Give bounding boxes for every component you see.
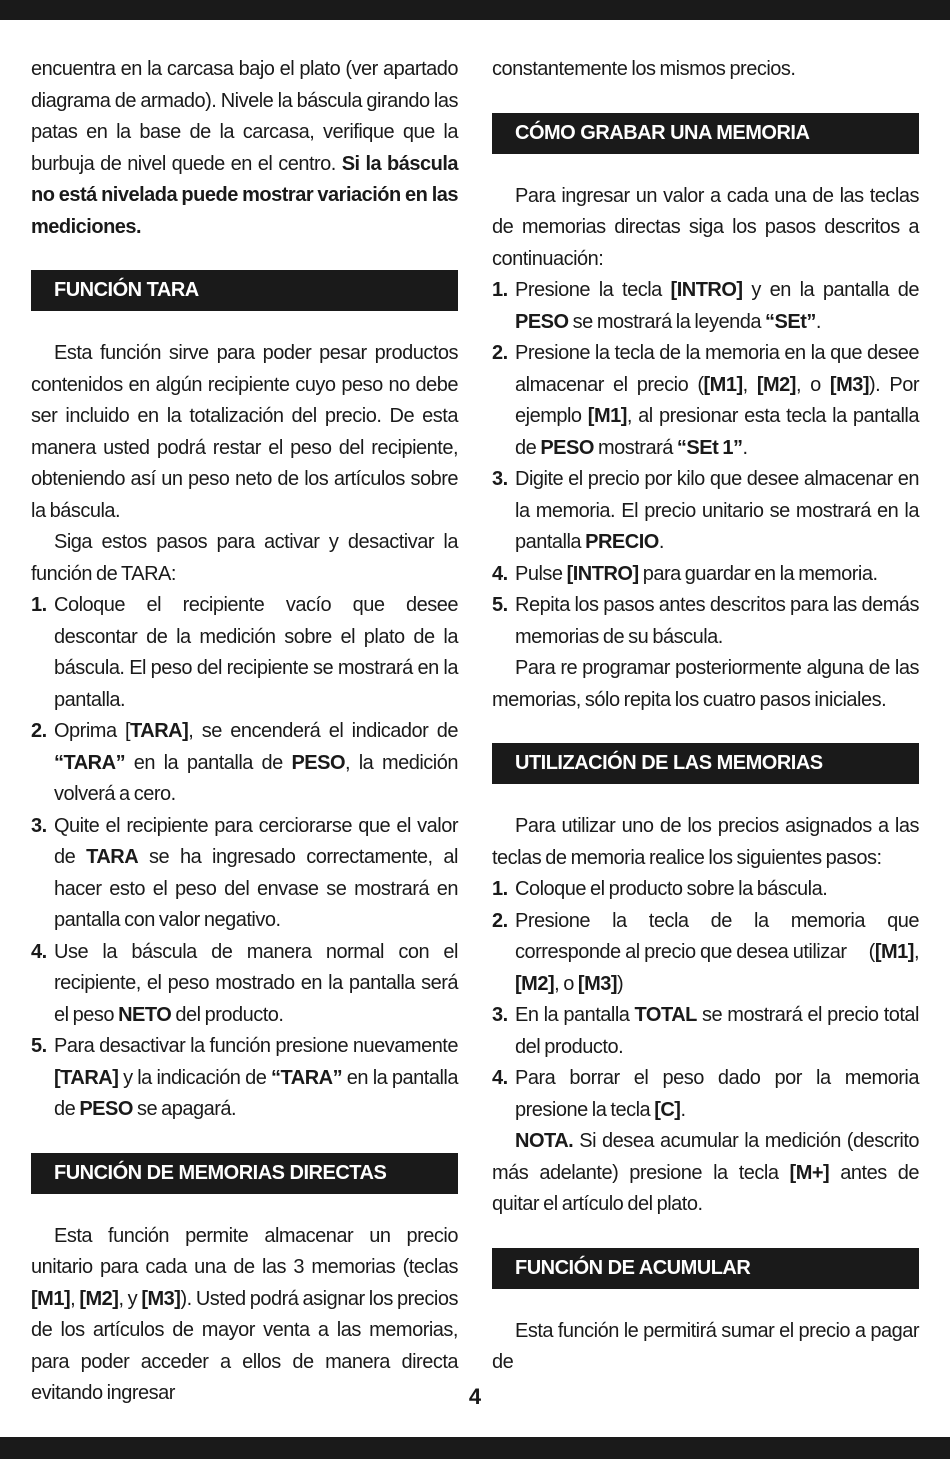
step-text: ). Por ejemplo (515, 373, 919, 427)
tara-step-4 (31, 937, 458, 1032)
step-text: y la indicación de (118, 1066, 272, 1089)
utilizacion-step-3 (492, 1000, 919, 1063)
step-text: Para desactivar la función presione nuevamente (54, 1035, 458, 1057)
step-key: [M1] (874, 941, 914, 963)
step-number: 4. (492, 562, 508, 585)
step-display: TOTAL (634, 1004, 697, 1026)
grabar-reprogram-note: Para re programar posteriormente alguna de las memorias, sólo repita los cuatro pasos iniciales. (492, 657, 919, 711)
step-text: ) (617, 972, 624, 995)
step-key: [M1] (587, 405, 627, 427)
step-text: Presione la tecla de la memoria que corresponde al precio que desea utilizar ( (515, 909, 924, 963)
step-number: 5. (492, 594, 508, 616)
grabar-step-2 (492, 338, 919, 464)
tara-step-2 (31, 716, 458, 811)
grabar-steps (492, 275, 919, 653)
left-column (31, 54, 458, 1410)
continuation-paragraph: constantemente los mismos precios. (492, 58, 796, 80)
section-heading-memorias-directas: FUNCIÓN DE MEMORIAS DIRECTAS (31, 1153, 458, 1194)
step-text: Presione la tecla (515, 279, 671, 301)
step-key: [TARA] (54, 1066, 119, 1089)
text: Esta función permite almacenar un precio unitario para cada una de las 3 memorias (teclas (31, 1224, 458, 1278)
section-heading-grabar-memoria: CÓMO GRABAR UNA MEMORIA (492, 113, 919, 154)
step-key: [M2] (756, 373, 796, 396)
note-text: antes de quitar el artículo del plato. (492, 1161, 919, 1215)
utilizacion-note (492, 1126, 919, 1221)
step-text: Quite el recipiente para cerciorarse que el valor de (54, 814, 458, 868)
step-text: se mostrará la leyenda (568, 310, 766, 333)
step-text: mostrará (593, 436, 677, 459)
step-text: En la pantalla (515, 1004, 635, 1026)
step-key: TARA (86, 846, 139, 868)
bottom-black-bar (0, 1437, 950, 1459)
step-text: , (913, 941, 919, 963)
step-text: , o (795, 373, 830, 396)
step-text: Oprima [ (54, 720, 131, 742)
section-heading-utilizacion-memorias: UTILIZACIÓN DE LAS MEMORIAS (492, 743, 919, 784)
step-text: , (742, 373, 757, 396)
step-display: PESO (540, 436, 594, 459)
note-key: [M+] (789, 1161, 830, 1184)
utilizacion-steps (492, 874, 924, 1126)
grabar-step-5 (492, 590, 919, 653)
step-text: Pulse (515, 562, 567, 585)
grabar-step-4 (492, 559, 919, 591)
tara-step-3 (31, 811, 458, 937)
text: , y (118, 1287, 142, 1310)
step-key: [M2] (515, 972, 555, 995)
step-text: Para borrar el peso dado por la memoria presione la tecla (515, 1067, 919, 1121)
step-key: [INTRO] (566, 562, 639, 585)
text: , (70, 1287, 80, 1310)
key-m3: [M3] (141, 1287, 181, 1310)
step-text: . (658, 531, 664, 553)
step-key: [M1] (703, 373, 743, 396)
note-text: Si desea acumular la medición (descrito más adelante) presione la tecla (492, 1130, 919, 1184)
step-text: Repita los pasos antes descritos para las demás memorias de su báscula. (515, 594, 919, 648)
note-label: NOTA. (515, 1130, 574, 1152)
utilizacion-step-2 (492, 906, 924, 1001)
intro-text: encuentra en la carcasa bajo el plato (ver apartado diagrama de armado). Nivele la báscula girando las patas en la base de la carcasa, verifique que la burbuja de nivel quede en el centro. (31, 58, 458, 175)
step-text: en la pantalla de (125, 751, 292, 774)
step-key: [INTRO] (670, 279, 743, 301)
step-number: 4. (31, 940, 47, 963)
grabar-description: Para ingresar un valor a cada una de las teclas de memorias directas siga los pasos descritos a continuación: (492, 184, 919, 270)
step-key: [M3] (829, 373, 870, 396)
step-number: 3. (492, 468, 508, 490)
step-number: 1. (31, 594, 47, 616)
tara-steps (31, 590, 458, 1126)
step-number: 4. (492, 1067, 508, 1089)
step-indicator: “TARA” (271, 1066, 343, 1089)
step-number: 5. (31, 1035, 47, 1057)
step-text: . (680, 1098, 686, 1121)
step-text: para guardar en la memoria. (638, 562, 878, 585)
step-text: y en la pantalla de (742, 279, 919, 301)
step-text: se mostrará el precio total del producto. (515, 1004, 919, 1058)
step-text: . (742, 436, 748, 459)
intro-warning: Si la báscula no está nivelada puede mostrar variación en las mediciones. (31, 152, 459, 238)
tara-description: Esta función sirve para poder pesar productos contenidos en algún recipiente cuyo peso no debe ser incluido en la totalización del precio. De esta manera usted podrá restar el peso del recipiente, obteniendo así un peso neto de los artículos sobre la báscula. (31, 342, 458, 522)
step-text: del producto. (171, 1003, 284, 1026)
section-heading-tara: FUNCIÓN TARA (31, 270, 458, 311)
step-text: se ha ingresado correctamente, al hacer esto el peso del envase se mostrará en pantalla con valor negativo. (54, 846, 458, 931)
key-m2: [M2] (79, 1287, 119, 1310)
page-number: 4 (468, 1384, 482, 1409)
utilizacion-step-1 (492, 874, 919, 906)
step-text: en la pantalla de (54, 1066, 458, 1120)
step-text: Use la báscula de manera normal con el recipiente, el peso mostrado en la pantalla será el peso (54, 940, 458, 1026)
step-text: Coloque el recipiente vacío que desee descontar de la medición sobre el plato de la báscula. El peso del recipiente se mostrará en la pantalla. (54, 594, 458, 711)
step-text: se apagará. (132, 1098, 237, 1120)
step-key: [C] (654, 1098, 681, 1121)
step-number: 3. (31, 814, 47, 837)
right-column (492, 54, 924, 1379)
utilizacion-description: Para utilizar uno de los precios asignados a las teclas de memoria realice los siguientes pasos: (492, 815, 919, 869)
step-display: NETO (118, 1003, 172, 1026)
step-text: Presione la tecla de la memoria en la que desee almacenar el precio ( (515, 342, 919, 396)
utilizacion-step-4 (492, 1063, 919, 1126)
step-number: 3. (492, 1004, 508, 1026)
step-display: PESO (515, 310, 569, 333)
tara-step-5 (31, 1031, 458, 1126)
memorias-directas-description (31, 1221, 458, 1410)
text: ). Usted podrá asignar los precios de los artículos de mayor venta a las memorias, para poder acceder a ellos de manera directa evitando ingresar (31, 1287, 458, 1404)
step-indicator: “TARA” (54, 751, 126, 774)
step-text: Digite el precio por kilo que desee almacenar en la memoria. El precio unitario se mostrará en la pantalla (515, 468, 919, 553)
step-number: 2. (492, 342, 508, 364)
grabar-step-1 (492, 275, 919, 338)
step-number: 1. (492, 878, 508, 900)
step-display: PRECIO (585, 531, 659, 553)
intro-paragraph (31, 54, 458, 243)
step-display: PESO (79, 1098, 133, 1120)
step-number: 1. (492, 279, 508, 301)
step-text: . (815, 310, 821, 333)
grabar-step-3 (492, 464, 919, 559)
tara-instructions-intro: Siga estos pasos para activar y desactivar la función de TARA: (31, 531, 458, 585)
step-number: 2. (492, 909, 508, 932)
tara-step-1 (31, 590, 458, 716)
section-heading-acumular: FUNCIÓN DE ACUMULAR (492, 1248, 919, 1289)
step-text: Coloque el producto sobre la báscula. (515, 878, 828, 900)
step-number: 2. (31, 720, 47, 742)
key-m1: [M1] (31, 1287, 71, 1310)
top-black-bar (0, 0, 950, 20)
step-display: PESO (291, 751, 346, 774)
step-key: [M3] (577, 972, 618, 995)
step-text: , se encenderá el indicador de (188, 720, 458, 742)
acumular-description: Esta función le permitirá sumar el precio a pagar de (492, 1319, 919, 1373)
step-text: , o (554, 972, 578, 995)
step-legend: “SEt 1” (676, 436, 743, 459)
step-text: , al presionar esta tecla la pantalla de (515, 405, 919, 459)
step-text: , la medición volverá a cero. (54, 751, 458, 805)
step-legend: “SEt” (765, 310, 816, 333)
step-key: TARA] (130, 720, 189, 742)
